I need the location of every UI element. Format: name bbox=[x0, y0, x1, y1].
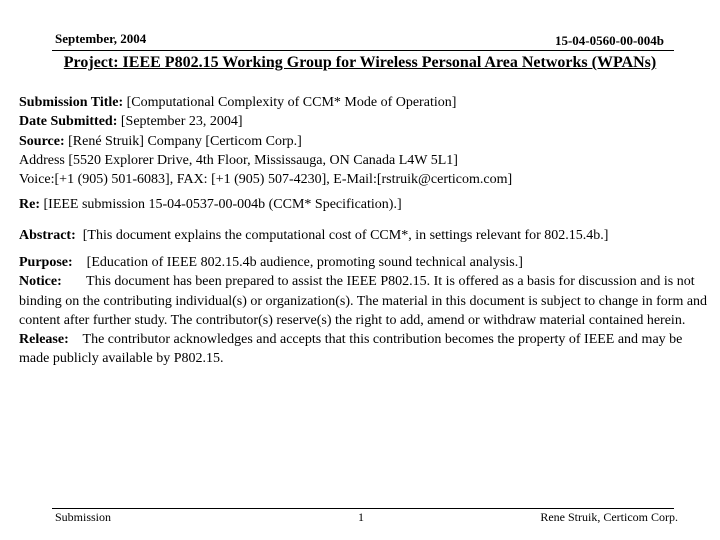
project-title: Project: IEEE P802.15 Working Group for Wireless Personal Area Networks (WPANs) bbox=[63, 54, 657, 71]
page-number: 1 bbox=[358, 510, 364, 524]
submission-title-label: Submission Title: bbox=[19, 95, 124, 110]
submission-info bbox=[19, 93, 715, 189]
footer-author: Rene Struik, Certicom Corp. bbox=[540, 510, 678, 524]
re-value: [IEEE submission 15-04-0537-00-004b (CCM* Specification).] bbox=[43, 197, 402, 212]
header-date: September, 2004 bbox=[55, 31, 147, 46]
contact-line: Voice:[+1 (905) 501-6083], FAX: [+1 (905) 507-4230], E-Mail:[rstruik@certicom.com] bbox=[19, 172, 513, 188]
source-label: Source: bbox=[19, 133, 65, 149]
abstract-value: [This document explains the computational cost of CCM*, in settings relevant for 802.15.4b.] bbox=[82, 228, 609, 243]
re-label: Re: bbox=[19, 197, 40, 212]
release-text: The contributor acknowledges and accepts that this contribution becomes the property of IEEE and may be made publicly available by P802.15. bbox=[19, 332, 683, 367]
submission-title-value: [Computational Complexity of CCM* Mode of Operation] bbox=[126, 95, 457, 110]
date-submitted-value: [September 23, 2004] bbox=[120, 114, 243, 130]
purpose-row bbox=[19, 253, 713, 272]
release-label: Release: bbox=[19, 332, 69, 348]
date-submitted-label: Date Submitted: bbox=[19, 114, 118, 130]
notice-paragraph bbox=[19, 272, 713, 330]
header-document-number: 15-04-0560-00-004b bbox=[554, 33, 664, 48]
purpose-value: [Education of IEEE 802.15.4b audience, promoting sound technical analysis.] bbox=[86, 255, 523, 270]
release-paragraph bbox=[19, 330, 713, 369]
source-value: [René Struik] Company [Certicom Corp.] bbox=[68, 133, 302, 149]
abstract-section bbox=[19, 226, 715, 245]
notice-label: Notice: bbox=[19, 274, 62, 290]
abstract-label: Abstract: bbox=[19, 228, 76, 243]
submission-title-row bbox=[19, 93, 715, 112]
footer-submission-label: Submission bbox=[55, 510, 112, 524]
header-divider bbox=[52, 50, 674, 51]
date-submitted-row bbox=[19, 112, 715, 131]
notice-text: This document has been prepared to assist the IEEE P802.15. It is offered as a basis for discussion and is not binding on the contributing individual(s) or organization(s). The material in this document is subject to change in form and content after further study. The contributor(s) reserve(s) the right to add, amend or withdraw material contained herein. bbox=[19, 274, 708, 328]
footer-divider bbox=[52, 508, 674, 509]
purpose-label: Purpose: bbox=[19, 255, 73, 270]
address-line: Address [5520 Explorer Drive, 4th Floor, Mississauga, ON Canada L4W 5L1] bbox=[19, 152, 458, 168]
re-section bbox=[19, 195, 715, 214]
source-row bbox=[19, 132, 715, 151]
purpose-notice-release bbox=[19, 253, 713, 369]
